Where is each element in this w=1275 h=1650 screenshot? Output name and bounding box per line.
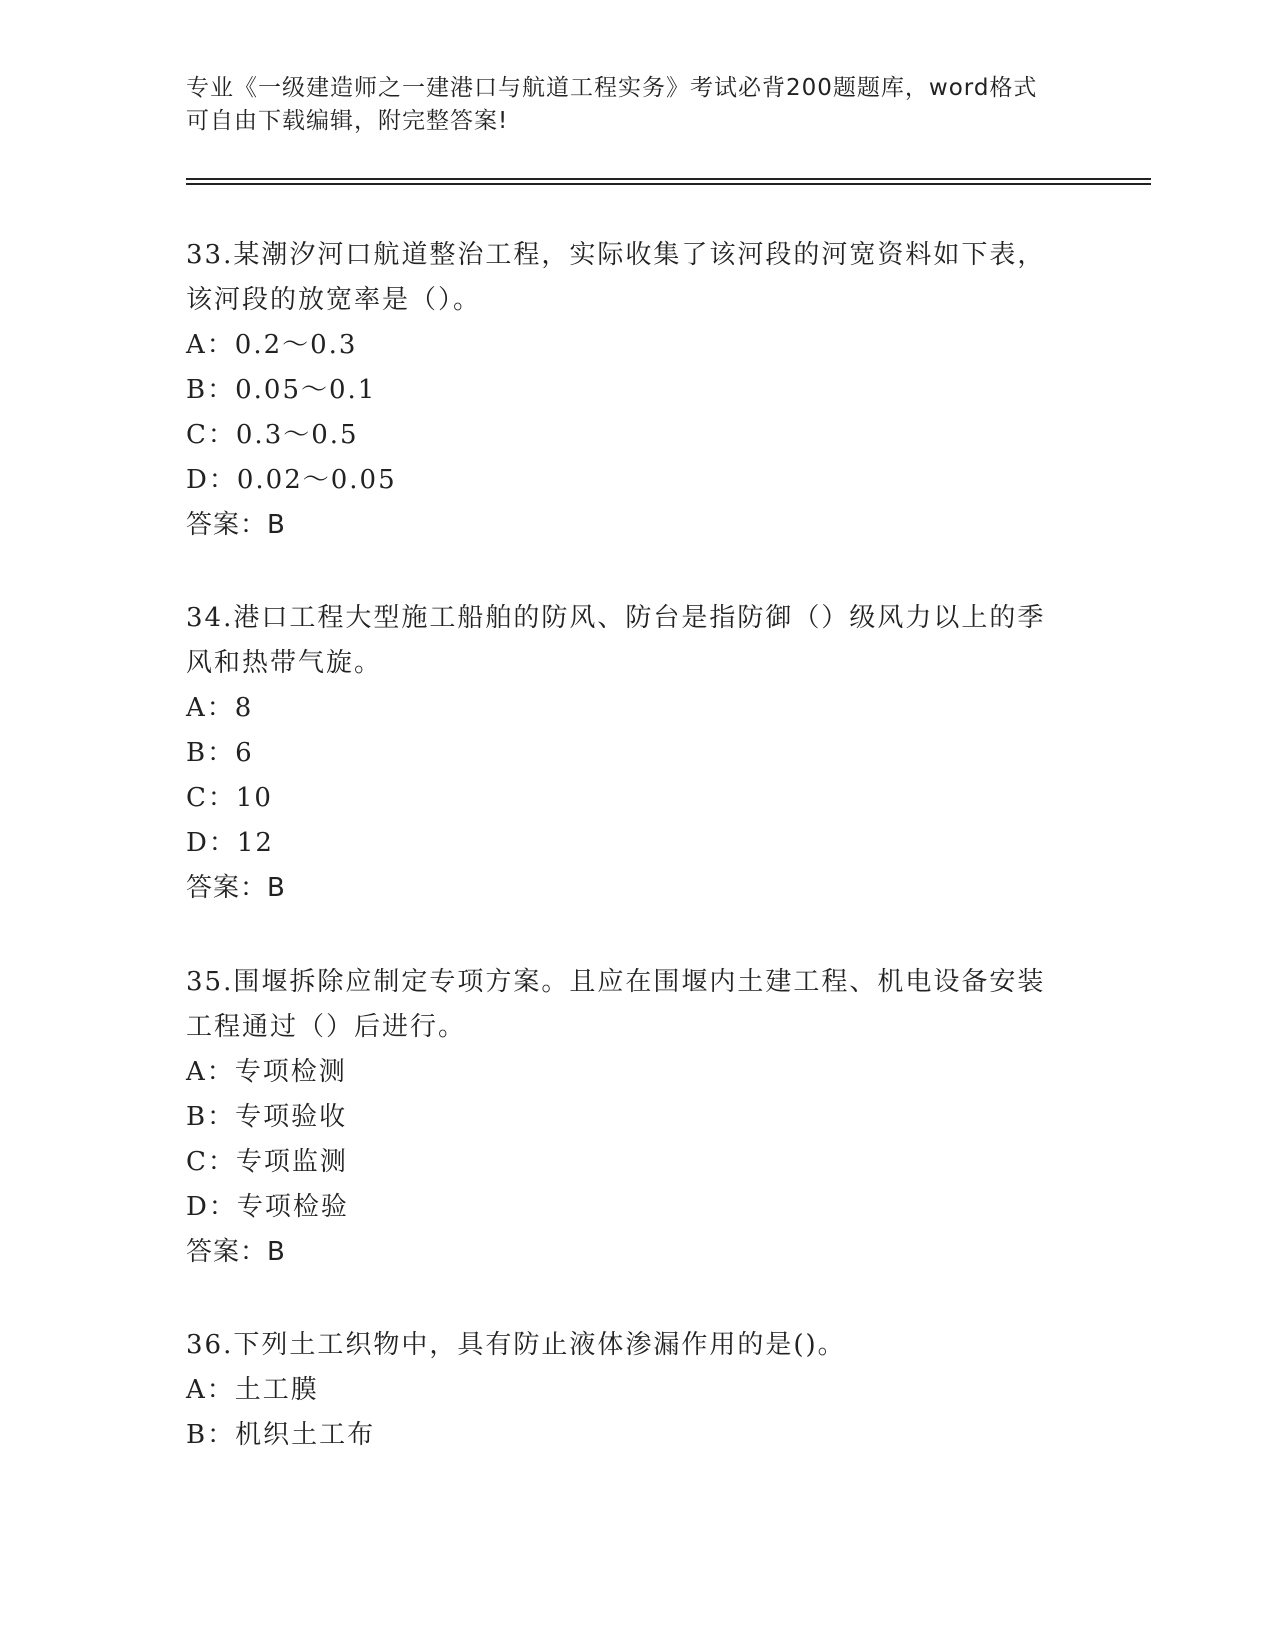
header-line-1: 专业《一级建造师之一建港口与航道工程实务》考试必背200题题库，word格式 bbox=[186, 75, 1038, 101]
option-a: A：8 bbox=[186, 693, 254, 723]
option-a: A：0.2～0.3 bbox=[186, 330, 358, 360]
option-d: D：专项检验 bbox=[186, 1192, 349, 1222]
option-c: C：0.3～0.5 bbox=[186, 420, 359, 450]
option-b: B：0.05～0.1 bbox=[186, 375, 377, 405]
question-text-line-1: 33.某潮汐河口航道整治工程，实际收集了该河段的河宽资料如下表， bbox=[186, 240, 1046, 270]
question-text-line-2: 工程通过（）后进行。 bbox=[186, 1012, 467, 1042]
question-35 bbox=[186, 960, 1086, 1275]
question-33 bbox=[186, 233, 1086, 548]
question-text-line-1: 36.下列土工织物中，具有防止液体渗漏作用的是()。 bbox=[186, 1330, 846, 1360]
option-b: B：6 bbox=[186, 738, 254, 768]
header-divider-bottom bbox=[186, 183, 1151, 185]
question-34 bbox=[186, 596, 1086, 911]
option-c: C：10 bbox=[186, 783, 273, 813]
option-d: D：12 bbox=[186, 828, 274, 858]
header-divider-top bbox=[186, 178, 1151, 180]
question-text-line-2: 该河段的放宽率是（）。 bbox=[186, 285, 482, 315]
answer: 答案：B bbox=[186, 1237, 286, 1267]
option-c: C：专项监测 bbox=[186, 1147, 348, 1177]
question-text-line-1: 34.港口工程大型施工船舶的防风、防台是指防御（）级风力以上的季 bbox=[186, 603, 1046, 633]
document-header bbox=[186, 72, 1086, 138]
option-a: A：土工膜 bbox=[186, 1375, 319, 1405]
question-text-line-2: 风和热带气旋。 bbox=[186, 648, 383, 678]
question-36 bbox=[186, 1323, 1086, 1458]
answer: 答案：B bbox=[186, 873, 286, 903]
option-d: D：0.02～0.05 bbox=[186, 465, 397, 495]
question-text-line-1: 35.围堰拆除应制定专项方案。且应在围堰内土建工程、机电设备安装 bbox=[186, 967, 1046, 997]
answer: 答案：B bbox=[186, 510, 286, 540]
header-line-2: 可自由下载编辑，附完整答案! bbox=[186, 108, 509, 134]
option-b: B：机织土工布 bbox=[186, 1420, 376, 1450]
option-b: B：专项验收 bbox=[186, 1102, 348, 1132]
option-a: A：专项检测 bbox=[186, 1057, 347, 1087]
